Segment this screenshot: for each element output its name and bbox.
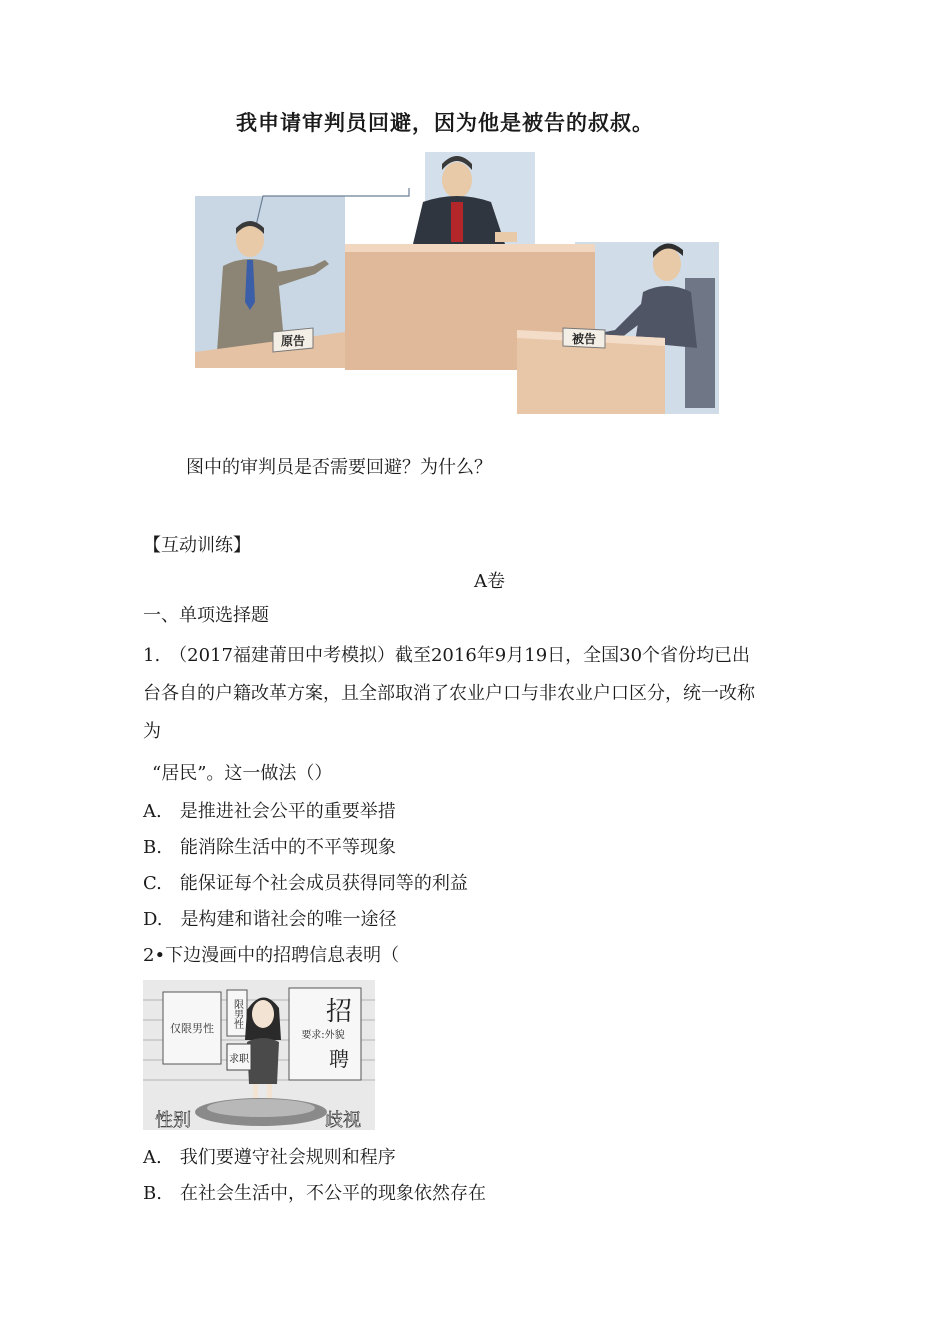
comic-poster-req: 要求:外貌 [301,1030,345,1041]
q1-option-b: B. 能消除生活中的不平等现象 [143,837,396,858]
q1-option-d: D. 是构建和谐社会的唯一途径 [143,909,397,930]
comic-card: 求职 [229,1054,249,1065]
illustration-caption: 我申请审判员回避，因为他是被告的叔叔。 [236,111,654,135]
comic-poster-big-1: 招 [325,997,353,1027]
image-question: 图中的审判员是否需要回避？为什么？ [186,457,492,478]
comic-poster-big-2: 聘 [329,1047,349,1071]
q1-line-1: 1. （2017福建莆田中考模拟）截至2016年9月19日，全国30个省份均已出 [143,645,751,666]
comic-poster-left: 仅限男性 [170,1022,214,1035]
plaintiff-sign: 原告 [280,334,306,348]
recruitment-comic [143,980,375,1130]
courtroom-illustration [195,152,719,414]
q1-option-a: A. 是推进社会公平的重要举措 [143,801,396,822]
q1-line-2: 台各自的户籍改革方案，且全部取消了农业户口与非农业户口区分，统一改称 [143,683,755,704]
defendant-sign: 被告 [571,332,597,346]
q2-stem: 2•下边漫画中的招聘信息表明（ [143,945,400,966]
comic-ground-left: 性别 [155,1110,191,1130]
q2-option-a: A. 我们要遵守社会规则和程序 [143,1147,396,1168]
part-heading: 一、单项选择题 [143,605,269,626]
q1-line-3: 为 [143,721,161,742]
comic-poster-tag: 限男性 [231,999,243,1029]
section-heading: 【互动训练】 [143,535,251,556]
q2-option-b: B. 在社会生活中，不公平的现象依然存在 [143,1183,486,1204]
q1-option-c: C. 能保证每个社会成员获得同等的利益 [143,873,468,894]
q1-line-4: “居民”。这一做法（） [152,763,333,784]
comic-ground-right: 歧视 [325,1110,361,1130]
paper-label: A卷 [474,571,505,592]
